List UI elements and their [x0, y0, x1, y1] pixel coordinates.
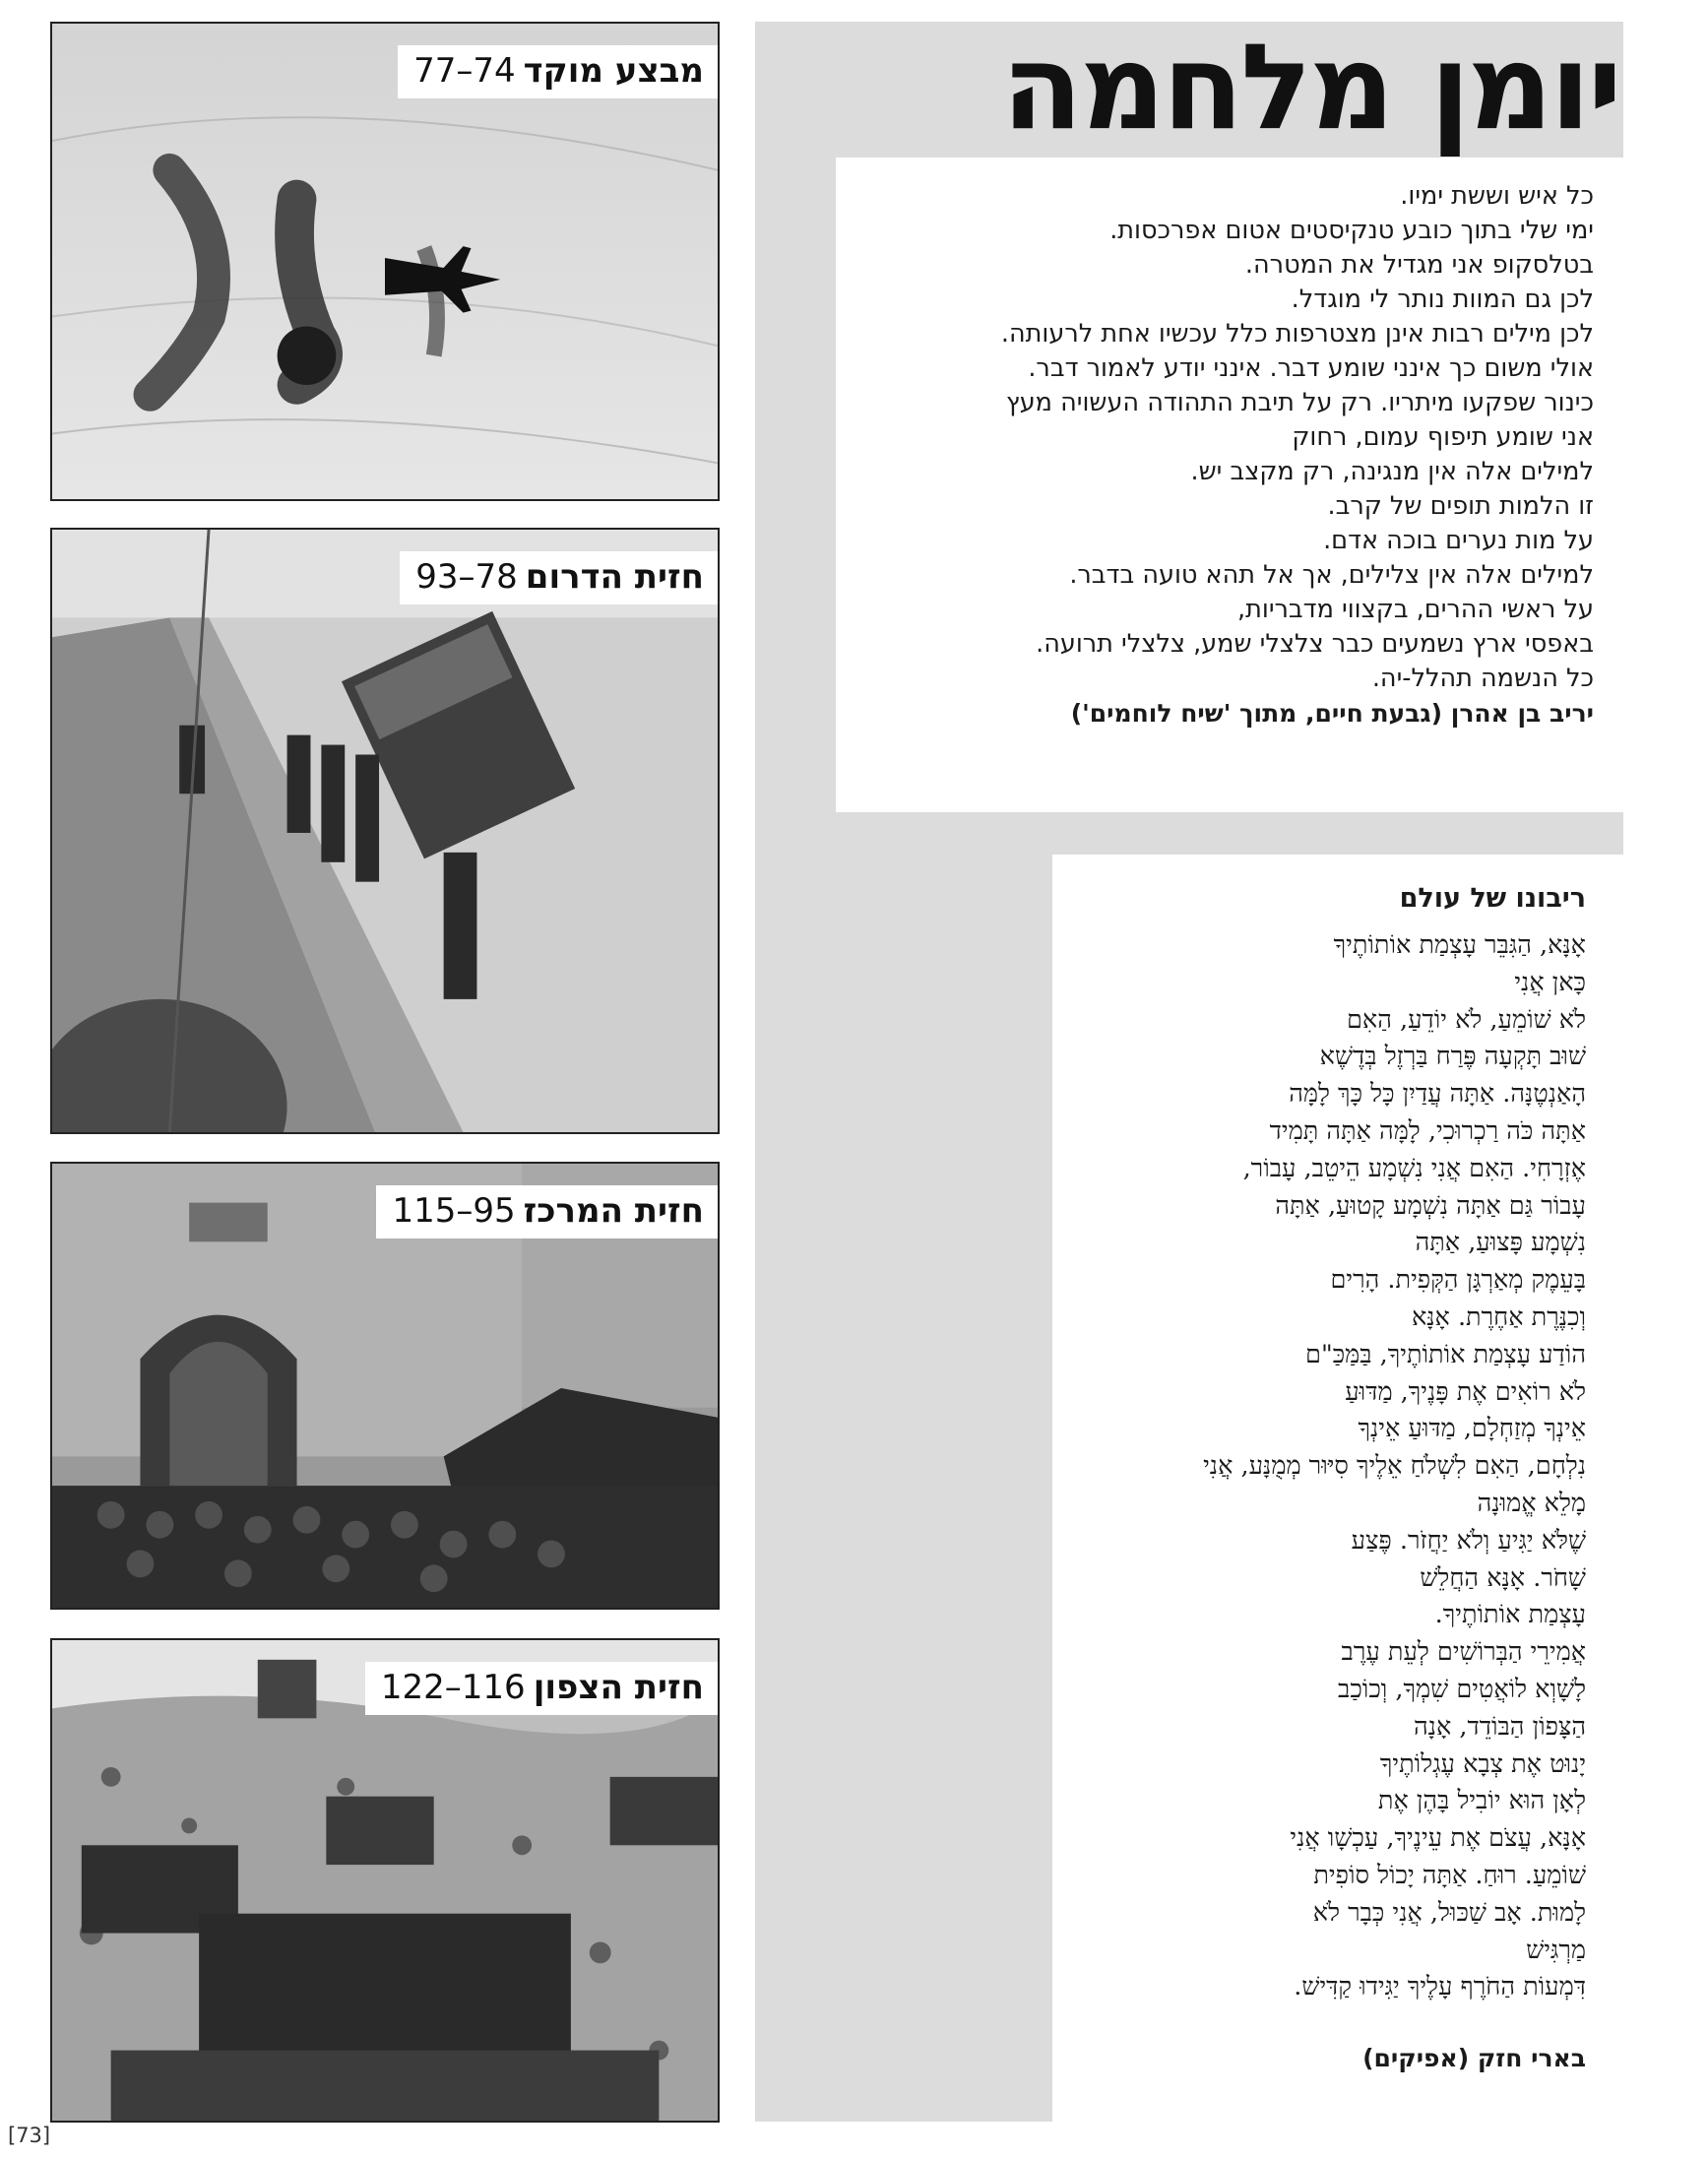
- prayer-line: אֵינְךָ מְזַחְלָם, מַדּוּעַ אֵינְךָ: [1358, 1414, 1586, 1444]
- prayer-line: נִלְחָם, הַאִם לִשְׁלֹחַ אֵלֶיךָ סִיּוּר מְמֻנָּע, אֲנִי: [1203, 1451, 1586, 1482]
- prayer-line: לָמוּת. אָב שַׁכּוּל, אֲנִי כְּבָר לֹא: [1312, 1897, 1586, 1928]
- photo-southern-front: [50, 528, 720, 1134]
- poem-line: אני שומע תיפוף עמום, רחוק: [1292, 422, 1594, 452]
- poem-line: על ראשי ההרים, בקצווי מדבריות,: [1237, 595, 1594, 624]
- prayer-line: לָשָׁוְא לוֹאֲטִים שִׁמְךָ, וְכוֹכַב: [1338, 1674, 1586, 1704]
- prayer-line: עָבוֹר גַּם אַתָּה נִשְׁמָע קָטוּעַ, אַתָּה: [1275, 1190, 1586, 1221]
- prayer-line: אָנָּא, עֲצֹם אֶת עֵינֶיךָ, עַכְשָׁו אֲנִי: [1290, 1823, 1586, 1854]
- prayer-line: נִשְׁמָע פָּצוּעַ, אַתָּה: [1415, 1228, 1586, 1258]
- prayer-line: לֹא רוֹאִים אֶת פָּנֶיךָ, מַדּוּעַ: [1345, 1376, 1586, 1407]
- prayer-line: הָאַנְטֶנָּה. אַתָּה עֲדַיִן כָּל כָּךְ לָמָּה: [1289, 1079, 1586, 1110]
- prayer-line: לֹא שׁוֹמֵעַ, לֹא יוֹדֵעַ, הַאִם: [1346, 1004, 1586, 1035]
- prayer-title: ריבונו של עולם: [1399, 883, 1586, 914]
- prayer-line: עָצְמַת אוֹתוֹתֶיךָ.: [1434, 1600, 1586, 1630]
- prayer-line: אַתָּה כֹּה רַכְרוּכִי, לָמָּה אַתָּה תָּמִיד: [1269, 1115, 1586, 1146]
- photo-caption: [365, 1662, 718, 1715]
- prayer-line: וְכִנֶּרֶת אַחֶרֶת. אָנָּא: [1411, 1302, 1586, 1332]
- caption-pages: 78–93: [415, 557, 518, 597]
- photo-caption: [400, 551, 718, 604]
- caption-pages: 74–77: [413, 51, 516, 91]
- poem-line: למילים אלה אין מנגינה, רק מקצב יש.: [1190, 457, 1594, 486]
- prayer-author: בארי חזק (אפיקים): [1362, 2044, 1586, 2073]
- poem-author: יריב בן אהרן (גבעת חיים, מתוך 'שיח לוחמים'): [1070, 699, 1594, 728]
- photo-central-front: [50, 1162, 720, 1610]
- prayer-line: אֶזְרָחִי. הַאִם אֲנִי נִשְׁמָע הֵיטֵב, עָבוֹר,: [1242, 1153, 1586, 1183]
- prayer-line: שֶׁלֹּא יַגִּיעַ וְלֹא יַחֲזֹר. פֶּצַע: [1351, 1525, 1586, 1556]
- desert-road-image: [52, 530, 718, 1132]
- prayer-line: דִּמְעוֹת הַחֹרֶף עָלֶיךָ יַגִּידוּ קַדִּישׁ.: [1294, 1972, 1586, 2002]
- poem-line: כל איש וששת ימיו.: [1400, 181, 1594, 211]
- photo-caption: [376, 1185, 718, 1238]
- caption-pages: 116–122: [380, 1668, 526, 1707]
- poem-line: כינור שפקעו מיתריו. רק על תיבת התהודה העשויה מעץ: [1005, 388, 1594, 417]
- photo-northern-front: [50, 1638, 720, 2123]
- poem-line: לכן מילים רבות אינן מצטרפות כלל עכשיו אחת לרעותה.: [1000, 319, 1594, 349]
- poem-line: בטלסקופ אני מגדיל את המטרה.: [1244, 250, 1594, 280]
- poem-box: [836, 158, 1623, 812]
- caption-label: חזית המרכז: [523, 1191, 704, 1231]
- caption-label: מבצע מוקד: [523, 51, 704, 91]
- poem-line: לכן גם המוות נותר לי מוגדל.: [1291, 285, 1594, 314]
- poem-line: למילים אלה אין צלילים, אך אל תהא טועה בדבר.: [1069, 560, 1594, 590]
- caption-label: חזית הצפון: [533, 1668, 704, 1707]
- prayer-line: בָּעֵמֶק מְאַרְגָּן הַקְּפִית. הָרִים: [1330, 1265, 1586, 1296]
- poem-line: אולי משום כך אינני שומע דבר. אינני יודע לאמור דבר.: [1028, 353, 1594, 383]
- prayer-line: שׁוּב תָּקְעָה פֶּרַח בַּרְזֶל בְּדֶשֶׁא: [1319, 1042, 1586, 1072]
- poem-line: באפסי ארץ נשמעים כבר צלצלי שמע, צלצלי תרועה.: [1036, 629, 1594, 659]
- page-number: [73]: [8, 2124, 51, 2147]
- prayer-box: [1052, 855, 1623, 2122]
- prayer-line: מָלֵא אֱמוּנָה: [1477, 1488, 1586, 1518]
- prayer-line: אָנָּא, הַגִּבֵּר עָצְמַת אוֹתוֹתֶיךָ: [1333, 930, 1586, 960]
- photo-caption: [398, 45, 718, 98]
- caption-label: חזית הדרום: [525, 557, 704, 597]
- prayer-line: הַצָּפוֹן הַבּוֹדֵד, אָנָה: [1413, 1711, 1586, 1742]
- poem-line: ימי שלי בתוך כובע טנקיסטים אטום אפרכסות.: [1109, 216, 1594, 245]
- poem-line: זו הלמות תופים של קרב.: [1327, 491, 1594, 521]
- page-title: יומן מלחמה: [1001, 20, 1619, 157]
- prayer-line: מַרְגִּישׁ: [1526, 1935, 1586, 1965]
- prayer-line: לְאָן הוּא יוֹבִיל בָּהֶן אֶת: [1377, 1786, 1586, 1816]
- prayer-line: הוֹדַע עָצְמַת אוֹתוֹתֶיךָ, בַּמַּכַּ"ם: [1305, 1339, 1586, 1369]
- poem-line: על מות נערים בוכה אדם.: [1323, 526, 1594, 555]
- prayer-line: שָׁחֹר. אָנָּא הַחֲלֵשׁ: [1420, 1562, 1586, 1593]
- prayer-line: כָּאן אֲנִי: [1514, 967, 1586, 997]
- caption-pages: 95–115: [392, 1191, 516, 1231]
- poem-line: כל הנשמה תהלל-יה.: [1371, 664, 1594, 693]
- prayer-line: אֲמִירֵי הַבְּרוֹשִׁים לְעֵת עֶרֶב: [1341, 1637, 1586, 1668]
- prayer-line: יָנוּט אֶת צְבָא עֶגְלוֹתֶיךָ: [1379, 1748, 1586, 1779]
- photo-operation-moked: [50, 22, 720, 501]
- prayer-line: שׁוֹמֵעַ. רוּחַ. אַתָּה יָכוֹל סוֹפִית: [1313, 1860, 1586, 1890]
